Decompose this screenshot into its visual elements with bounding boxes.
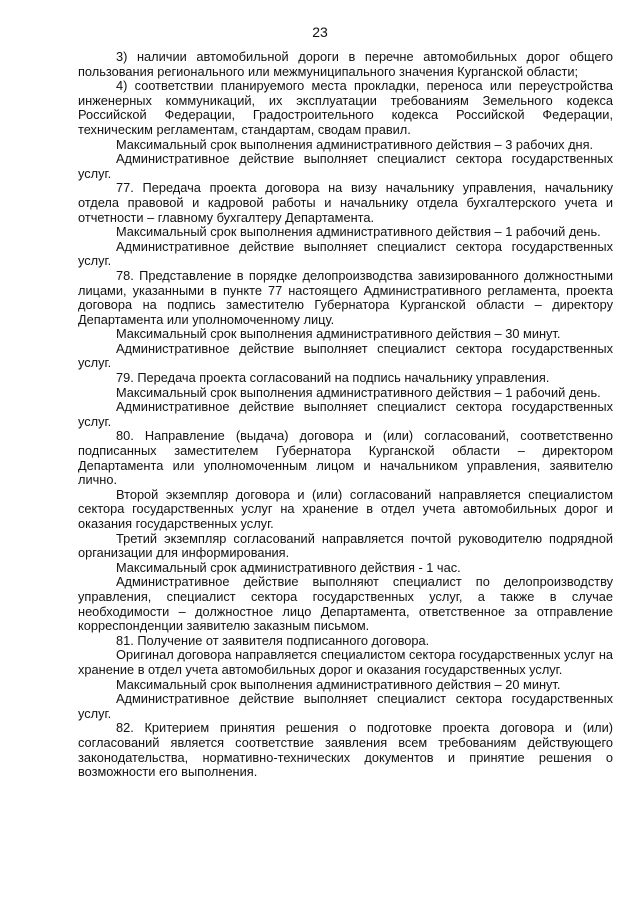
paragraph: 81. Получение от заявителя подписанного договора. xyxy=(116,632,430,648)
paragraph: 79. Передача проекта согласований на подпись начальнику управления. xyxy=(116,370,550,386)
paragraph: 78. Представление в порядке делопроизводства завизированного должностными лицами, указанными в пункте 77 настоящего Административного регламента, проекта договора на подпись заместителю Губернатора Курганской области – директору Департамента или уполномоченному лицу. xyxy=(78,267,613,327)
paragraph: Максимальный срок выполнения административного действия – 1 рабочий день. xyxy=(116,384,601,400)
paragraph: Третий экземпляр согласований направляется почтой руководителю подрядной организации для информирования. xyxy=(78,530,613,561)
paragraph: Административное действие выполняет специалист сектора государственных услуг. xyxy=(78,691,613,721)
page-number: 23 xyxy=(312,24,328,40)
paragraph: Административное действие выполняет специалист сектора государственных услуг. xyxy=(78,399,613,429)
paragraph: Оригинал договора направляется специалистом сектора государственных услуг на хранение в отдел учета автомобильных дорог и оказания государственных услуг. xyxy=(78,647,613,677)
document-body xyxy=(78,50,613,780)
paragraph: Максимальный срок выполнения административного действия – 1 рабочий день. xyxy=(116,224,601,240)
paragraph: Административное действие выполняет специалист сектора государственных услуг. xyxy=(78,340,613,371)
paragraph: Административное действие выполняет специалист сектора государственных услуг. xyxy=(78,151,613,181)
paragraph: 3) наличии автомобильной дороги в перечне автомобильных дорог общего пользования регионального или межмуниципального значения Курганской области; xyxy=(78,49,613,79)
paragraph: Максимальный срок выполнения административного действия – 3 рабочих дня. xyxy=(116,136,594,152)
paragraph: 77. Передача проекта договора на визу начальнику управления, начальнику отдела правовой и кадровой работы и начальнику отдела бухгалтерского учета и отчетности – главному бухгалтеру Департамента. xyxy=(78,180,613,225)
paragraph: Второй экземпляр договора и (или) согласований направляется специалистом сектора государственных услуг на хранение в отдел учета автомобильных дорог и оказания государственных услуг. xyxy=(78,486,613,531)
paragraph: Максимальный срок административного действия - 1 час. xyxy=(116,559,461,575)
paragraph: 80. Направление (выдача) договора и (или) согласований, соответственно подписанных заместителем Губернатора Курганской области – директором Департамента или уполномоченным лицом и начальником управления, заявителю лично. xyxy=(78,428,613,488)
paragraph: 82. Критерием принятия решения о подготовке проекта договора и (или) согласований является соответствие заявления всем требованиям действующего законодательства, нормативно-технических документов и принятие решения о возможности его выполнения. xyxy=(78,720,613,780)
paragraph: Административное действие выполняет специалист сектора государственных услуг. xyxy=(78,238,613,269)
paragraph: Административное действие выполняют специалист по делопроизводству управления, специалист сектора государственных услуг, а также в случае необходимости – должностное лицо Департамента, ответственное за отправление корреспонденции заявителю заказным письмом. xyxy=(78,574,613,634)
paragraph: Максимальный срок выполнения административного действия – 30 минут. xyxy=(116,326,561,342)
paragraph: 4) соответствии планируемого места прокладки, переноса или переустройства инженерных коммуникаций, их эксплуатации требованиям Земельного кодекса Российской Федерации, Градостроительного кодекса Российской Федерации, техническим регламентам, стандартам, сводам правил. xyxy=(78,78,613,137)
paragraph: Максимальный срок выполнения административного действия – 20 минут. xyxy=(116,676,561,692)
